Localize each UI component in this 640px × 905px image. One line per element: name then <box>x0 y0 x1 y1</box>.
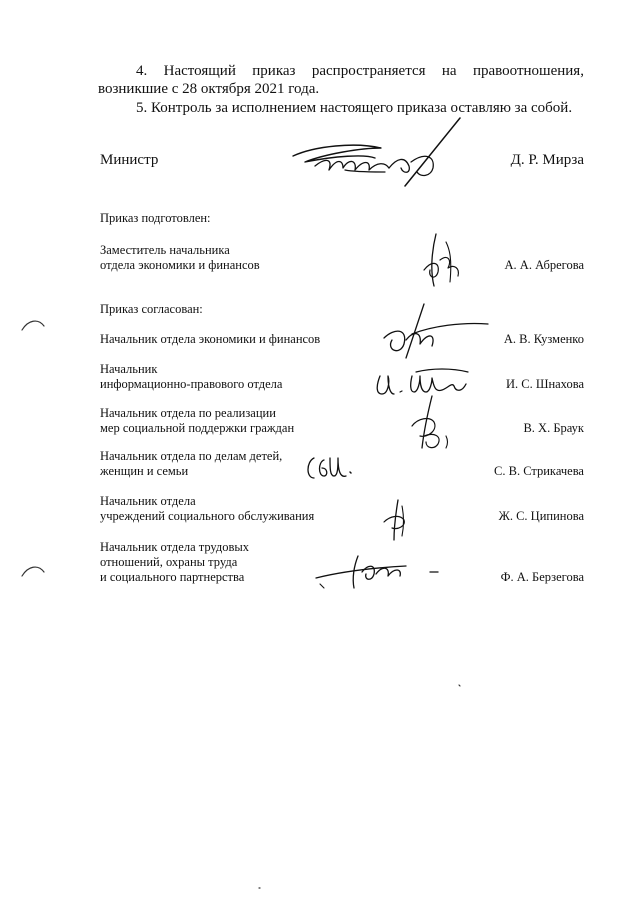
paragraph-4-word: правоотношения, <box>472 63 584 79</box>
paragraph-4-word: Настоящий <box>163 63 236 79</box>
speck-mark-icon <box>458 684 462 688</box>
brauk-signature <box>404 392 464 454</box>
punch-mark-icon <box>20 316 46 334</box>
paragraph-4-word: приказ <box>252 63 296 79</box>
approval-position-line: Начальник отдела по делам детей, <box>100 449 283 463</box>
approval-position-line: Начальник <box>100 362 158 376</box>
approved-heading: Приказ согласован: <box>100 302 203 316</box>
approval-position-line: Начальник отдела трудовых <box>100 540 250 554</box>
approval-position-line: информационно-правового отдела <box>100 377 283 391</box>
approval-position-line: Начальник отдела по реализации <box>100 406 276 420</box>
paragraph-4-number: 4. <box>136 63 148 79</box>
prepared-position-line: отдела экономики и финансов <box>100 258 260 272</box>
kuzmenko-signature <box>372 300 492 360</box>
strikacheva-signature <box>300 448 360 488</box>
paragraph-4-word: на <box>441 63 457 79</box>
prepared-position-line: Заместитель начальника <box>100 243 230 257</box>
approval-position-line: учреждений социального обслуживания <box>100 509 315 523</box>
approval-name: В. Х. Браук <box>523 421 584 435</box>
approval-position-line: отношений, охраны труда <box>100 555 238 569</box>
minister-name: Д. Р. Мирза <box>510 152 584 168</box>
approval-name: А. В. Кузменко <box>503 332 584 346</box>
paragraph-5: 5. Контроль за исполнением настоящего приказа оставляю за собой. <box>136 100 573 116</box>
punch-mark-icon <box>20 562 46 580</box>
approval-name: С. В. Стрикачева <box>494 464 584 478</box>
minister-title: Министр <box>100 152 159 168</box>
minister-signature <box>285 118 475 190</box>
paragraph-4-line-1 <box>136 62 584 80</box>
tsipinova-signature <box>374 496 418 542</box>
abregova-signature <box>418 230 468 290</box>
approval-name: И. С. Шнахова <box>505 377 584 391</box>
approval-position-line: женщин и семьи <box>100 464 189 478</box>
approval-name: Ж. С. Ципинова <box>498 509 584 523</box>
approval-position-line: Начальник отдела <box>100 494 196 508</box>
paragraph-4-line-2: возникшие с 28 октября 2021 года. <box>98 81 320 97</box>
approval-position-line: Начальник отдела экономики и финансов <box>100 332 321 346</box>
approval-name: Ф. А. Берзегова <box>500 570 584 584</box>
approval-position-line: и социального партнерства <box>100 570 245 584</box>
approval-position-line: мер социальной поддержки граждан <box>100 421 295 435</box>
speck-mark-icon <box>258 886 262 890</box>
berzegova-signature <box>310 548 450 594</box>
prepared-name: А. А. Абрегова <box>504 258 584 272</box>
prepared-heading: Приказ подготовлен: <box>100 211 211 225</box>
paragraph-4-word: распространяется <box>311 63 426 79</box>
